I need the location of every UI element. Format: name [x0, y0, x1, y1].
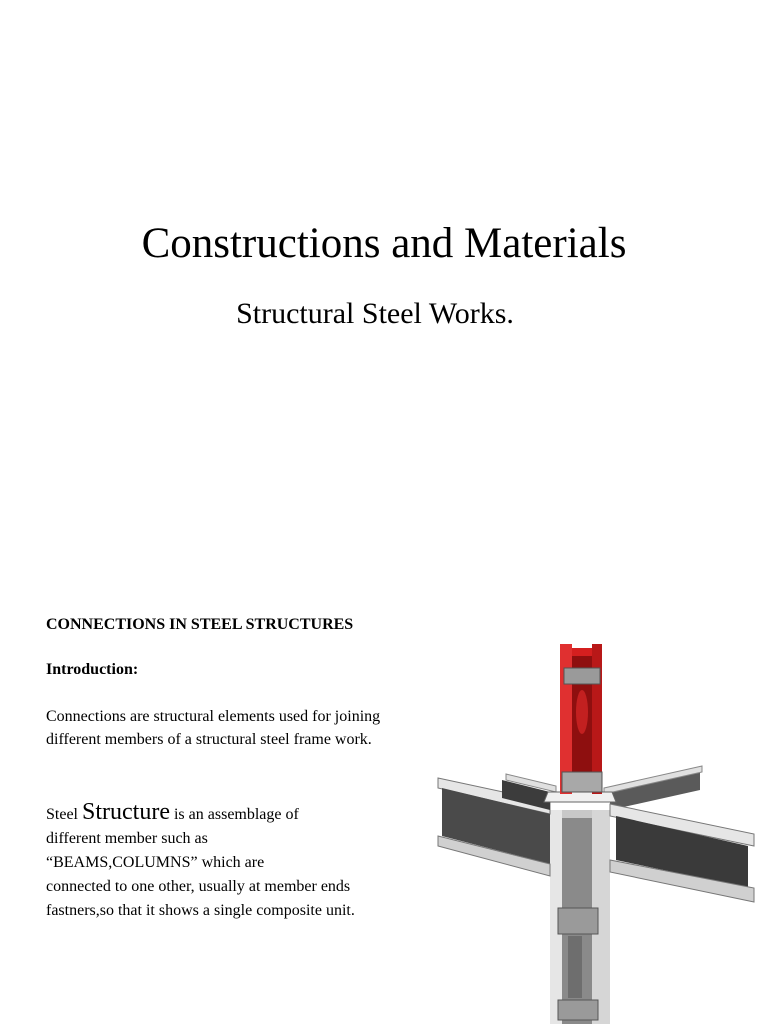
introduction-paragraph: Connections are structural elements used for joining different members of a structural steel frame work. — [46, 708, 381, 748]
paragraph-text: Steel — [46, 806, 82, 823]
splice-plate — [558, 908, 598, 934]
paragraph-line: fastners,so that it shows a single composite unit. — [46, 902, 355, 919]
introduction-label: Introduction: — [46, 661, 139, 678]
upper-base-plate — [562, 772, 602, 792]
emphasized-word: Structure — [82, 799, 170, 825]
splice-web — [568, 936, 582, 998]
paragraph-text: is an assemblage of — [169, 806, 299, 823]
slide-title: Constructions and Materials — [141, 220, 627, 267]
upper-splice-plate — [564, 668, 600, 684]
paragraph-line: different member such as — [46, 830, 208, 847]
slide-subtitle: Structural Steel Works. — [236, 297, 514, 330]
splice-plate-lower — [558, 1000, 598, 1020]
paragraph-line: “BEAMS,COLUMNS” which are — [46, 854, 265, 871]
steel-frame-connection-icon — [432, 640, 768, 1024]
base-plate — [544, 792, 616, 802]
structure-paragraph — [46, 800, 426, 923]
section-heading: CONNECTIONS IN STEEL STRUCTURES — [46, 616, 354, 633]
paragraph-line: connected to one other, usually at member ends — [46, 878, 351, 895]
web-highlight — [576, 690, 588, 734]
